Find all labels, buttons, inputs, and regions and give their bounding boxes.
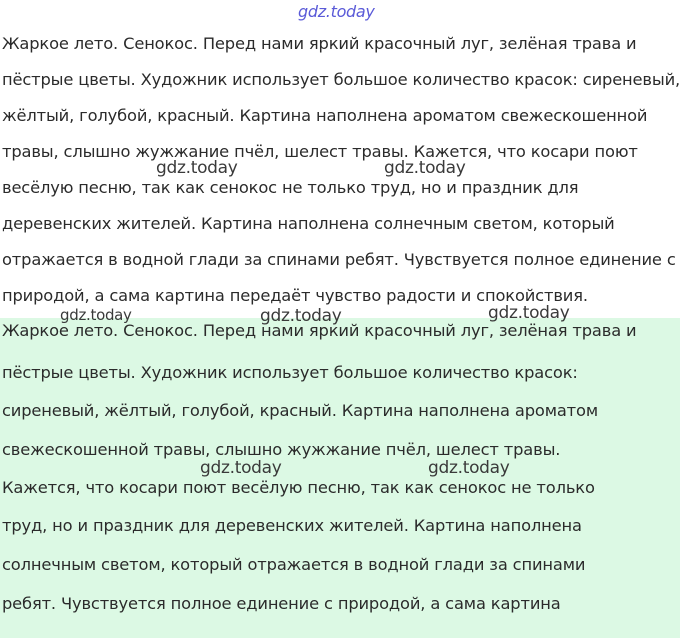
paragraph-line: Жаркое лето. Сенокос. Перед нами яркий красочный луг, зелёная трава и (2, 321, 637, 340)
watermark: gdz.today (200, 458, 282, 478)
paragraph-line: солнечным светом, который отражается в водной глади за спинами (2, 555, 586, 574)
watermark: gdz.today (60, 306, 132, 324)
paragraph-line: пёстрые цветы. Художник использует большое количество красок: сиреневый, (2, 70, 680, 89)
paragraph-line: сиреневый, жёлтый, голубой, красный. Картина наполнена ароматом (2, 401, 598, 420)
paragraph-line: ребят. Чувствуется полное единение с природой, а сама картина (2, 594, 561, 613)
paragraph-line: Кажется, что косари поют весёлую песню, так как сенокос не только (2, 478, 595, 497)
watermark: gdz.today (384, 158, 466, 178)
paragraph-line: свежескошенной травы, слышно жужжание пчёл, шелест травы. (2, 440, 561, 459)
paragraph-1 (0, 30, 680, 318)
paragraph-2 (0, 318, 680, 638)
site-watermark-top: gdz.today (298, 2, 375, 21)
watermark: gdz.today (260, 306, 342, 326)
paragraph-line: жёлтый, голубой, красный. Картина наполнена ароматом свежескошенной (2, 106, 648, 125)
paragraph-line: Жаркое лето. Сенокос. Перед нами яркий красочный луг, зелёная трава и (2, 34, 637, 53)
watermark: gdz.today (156, 158, 238, 178)
paragraph-line: деревенских жителей. Картина наполнена солнечным светом, который (2, 214, 615, 233)
watermark: gdz.today (488, 303, 570, 323)
paragraph-line: травы, слышно жужжание пчёл, шелест травы. Кажется, что косари поют (2, 142, 638, 161)
paragraph-line: природой, а сама картина передаёт чувство радости и спокойствия. (2, 286, 588, 305)
paragraph-line: весёлую песню, так как сенокос не только труд, но и праздник для (2, 178, 579, 197)
paragraph-line: пёстрые цветы. Художник использует большое количество красок: (2, 363, 578, 382)
paragraph-line: труд, но и праздник для деревенских жителей. Картина наполнена (2, 516, 582, 535)
paragraph-line: отражается в водной глади за спинами ребят. Чувствуется полное единение с (2, 250, 676, 269)
watermark: gdz.today (428, 458, 510, 478)
